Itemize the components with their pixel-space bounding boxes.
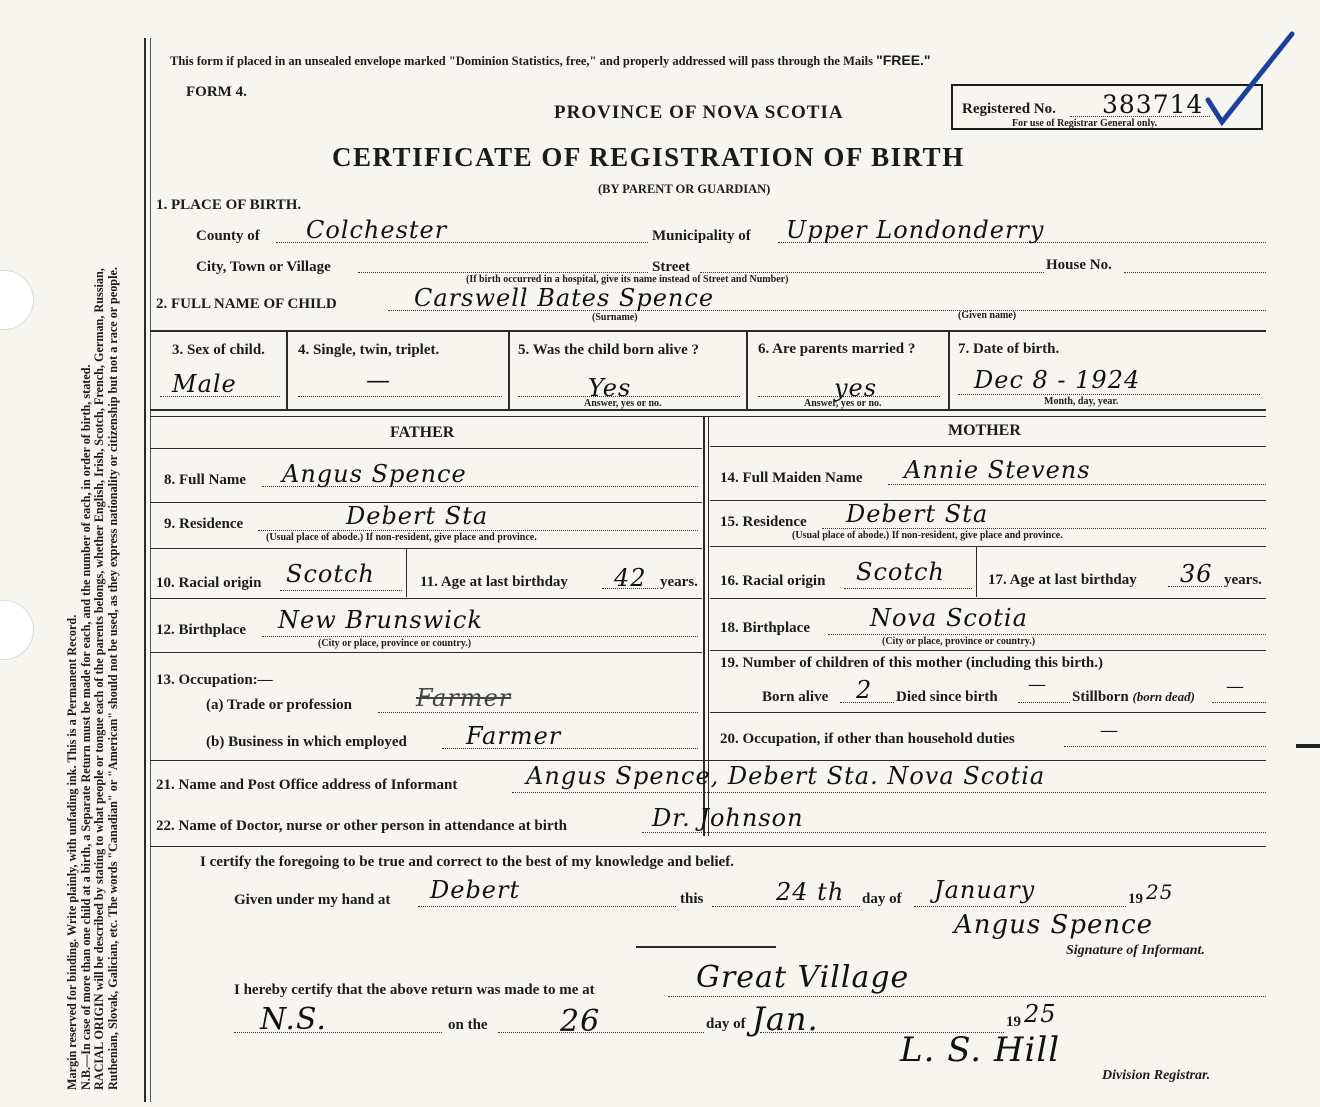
hospital-note: (If birth occurred in a hospital, give its name instead of Street and Number) [466, 274, 789, 285]
margin-notes [66, 30, 120, 1090]
father-occupation-label: 13. Occupation:— [156, 672, 273, 688]
father-residence-note: (Usual place of abode.) If non-resident, give place and province. [266, 532, 537, 543]
parents-married-value: yes [834, 374, 878, 402]
date-of-birth-value: Dec 8 - 1924 [974, 366, 1141, 394]
date-of-birth-label: 7. Date of birth. [958, 341, 1060, 357]
on-the-label: on the [448, 1017, 488, 1033]
parents-married-note: Answer, yes or no. [804, 398, 882, 409]
father-birthplace-label: 12. Birthplace [156, 622, 246, 638]
given-year-value: 25 [1146, 880, 1174, 904]
certificate-title: CERTIFICATE OF REGISTRATION OF BIRTH [332, 142, 965, 172]
born-alive-note: Answer, yes or no. [584, 398, 662, 409]
registered-number: 383714 [1102, 90, 1204, 119]
doctor-value: Dr. Johnson [652, 804, 804, 832]
certification-statement: I certify the foregoing to be true and correct to the best of my knowledge and belief. [200, 854, 734, 870]
mother-age-label: 17. Age at last birthday [988, 572, 1137, 588]
margin-note-1: Margin reserved for binding. Write plainly, with unfading ink. This is a Permanent Record. [65, 614, 79, 1090]
father-age-label: 11. Age at last birthday [420, 574, 568, 590]
father-age-value: 42 [614, 564, 647, 592]
binding-hole [0, 600, 34, 660]
county-value: Colchester [306, 216, 448, 244]
given-place-value: Debert [430, 876, 521, 904]
mother-occupation-value: — [1100, 720, 1119, 741]
stillborn-label: Stillborn (born dead) [1072, 689, 1195, 705]
municipality-value: Upper Londonderry [786, 216, 1045, 244]
registrar-year-value: 25 [1024, 1000, 1057, 1028]
place-of-birth-label: 1. PLACE OF BIRTH. [156, 197, 302, 213]
father-trade-value: Farmer [416, 684, 512, 712]
father-birthplace-value: New Brunswick [278, 606, 483, 634]
given-day-value: 24 th [776, 878, 845, 906]
mother-occupation-label: 20. Occupation, if other than household duties [720, 731, 1015, 747]
mother-heading: MOTHER [948, 422, 1021, 439]
registrar-note: For use of Registrar General only. [1012, 118, 1158, 129]
informant-value: Angus Spence, Debert Sta. Nova Scotia [526, 762, 1046, 790]
registrar-signature: L. S. Hill [900, 1030, 1061, 1070]
children-count-label: 19. Number of children of this mother (including this birth.) [720, 655, 1103, 671]
born-alive-label: 5. Was the child born alive ? [518, 342, 699, 358]
father-years-label: years. [660, 574, 698, 590]
died-since-birth-value: — [1028, 674, 1047, 695]
registrar-month-value: Jan. [752, 1000, 819, 1038]
margin-note-4: Ruthenian, Slovak, Galician, etc. The words "Canadian" or "American" should not be used, as they express nationality or citizenship but not a race or people. [105, 267, 120, 1090]
father-trade-label: (a) Trade or profession [206, 697, 352, 713]
certificate-subtitle: (BY PARENT OR GUARDIAN) [598, 182, 771, 196]
mother-birthplace-label: 18. Birthplace [720, 620, 810, 636]
father-heading: FATHER [390, 424, 455, 441]
form-number: FORM 4. [186, 84, 247, 100]
sex-value: Male [172, 370, 237, 398]
given-at-label: Given under my hand at [234, 892, 391, 908]
born-alive-value: Yes [588, 374, 632, 402]
parents-married-label: 6. Are parents married ? [758, 341, 916, 357]
father-name-value: Angus Spence [282, 460, 467, 488]
father-race-label: 10. Racial origin [156, 575, 262, 591]
father-birthplace-note: (City or place, province or country.) [318, 638, 472, 649]
given-month-value: January [934, 876, 1036, 904]
county-label: County of [196, 228, 260, 244]
mother-age-value: 36 [1180, 560, 1213, 588]
mother-residence-note: (Usual place of abode.) If non-resident, give place and province. [792, 530, 1063, 541]
father-business-label: (b) Business in which employed [206, 734, 407, 750]
given-name-note: (Given name) [958, 310, 1017, 321]
registrar-day-value: 26 [560, 1004, 601, 1039]
pin-mark-icon [1296, 744, 1320, 748]
child-name-value: Carswell Bates Spence [414, 284, 715, 312]
father-race-value: Scotch [286, 560, 375, 588]
mother-years-label: years. [1224, 572, 1262, 588]
street-label: Street [652, 259, 691, 275]
given-year-prefix: 19 [1128, 891, 1143, 907]
city-label: City, Town or Village [196, 259, 331, 275]
father-residence-value: Debert Sta [346, 502, 489, 530]
born-alive-count-label: Born alive [762, 689, 829, 705]
born-alive-count-value: 2 [856, 676, 873, 704]
this-label: this [680, 891, 704, 907]
informant-signature: Angus Spence [954, 910, 1154, 940]
registrar-statement: I hereby certify that the above return was made to me at [234, 982, 595, 998]
margin-note-2: N.B.—In case of more than one child at a birth, a Separate Return must be made for each, and the number of each, in order of birth, stated. [78, 364, 93, 1090]
father-residence-label: 9. Residence [164, 516, 244, 532]
mother-residence-label: 15. Residence [720, 514, 807, 530]
father-business-value: Farmer [466, 722, 562, 750]
province-title: PROVINCE OF NOVA SCOTIA [554, 102, 844, 123]
mother-residence-value: Debert Sta [846, 500, 989, 528]
stillborn-value: — [1226, 676, 1245, 697]
registrar-place-value: Great Village [696, 960, 910, 995]
doctor-label: 22. Name of Doctor, nurse or other person in attendance at birth [156, 818, 567, 834]
margin-note-3: RACIAL ORIGIN will be described by stating to what people or tongue each of the parents belongs, whether English, Irish, Scotch, French, German, Russian, [92, 268, 107, 1090]
mother-birthplace-note: (City or place, province or country.) [882, 636, 1036, 647]
registrar-signature-label: Division Registrar. [1102, 1068, 1211, 1083]
registrar-day-of-label: day of [706, 1016, 746, 1032]
child-name-label: 2. FULL NAME OF CHILD [156, 296, 337, 312]
mother-race-label: 16. Racial origin [720, 573, 826, 589]
registrar-year-prefix: 19 [1006, 1014, 1021, 1030]
date-of-birth-note: Month, day, year. [1044, 396, 1119, 407]
informant-signature-label: Signature of Informant. [1066, 943, 1205, 958]
died-since-birth-label: Died since birth [896, 689, 998, 705]
municipality-label: Municipality of [652, 228, 751, 244]
mother-name-value: Annie Stevens [904, 456, 1091, 484]
binding-rule [150, 38, 151, 1102]
check-mark-icon [1200, 30, 1300, 130]
mother-name-label: 14. Full Maiden Name [720, 470, 863, 486]
sex-label: 3. Sex of child. [172, 342, 265, 358]
day-of-label: day of [862, 891, 902, 907]
mother-birthplace-value: Nova Scotia [870, 604, 1028, 632]
surname-note: (Surname) [592, 312, 638, 323]
binding-rule [144, 38, 146, 1102]
mother-race-value: Scotch [856, 558, 945, 586]
father-name-label: 8. Full Name [164, 472, 247, 488]
plurality-value: — [366, 366, 391, 394]
house-label: House No. [1046, 257, 1112, 273]
registered-label: Registered No. [962, 101, 1056, 117]
plurality-label: 4. Single, twin, triplet. [298, 342, 440, 358]
binding-hole [0, 270, 34, 330]
mail-note: This form if placed in an unsealed envelope marked "Dominion Statistics, free," and properly addressed will pass through the Mails "FREE." [170, 52, 931, 68]
registrar-province-value: N.S. [260, 1002, 327, 1037]
informant-label: 21. Name and Post Office address of Informant [156, 777, 458, 793]
